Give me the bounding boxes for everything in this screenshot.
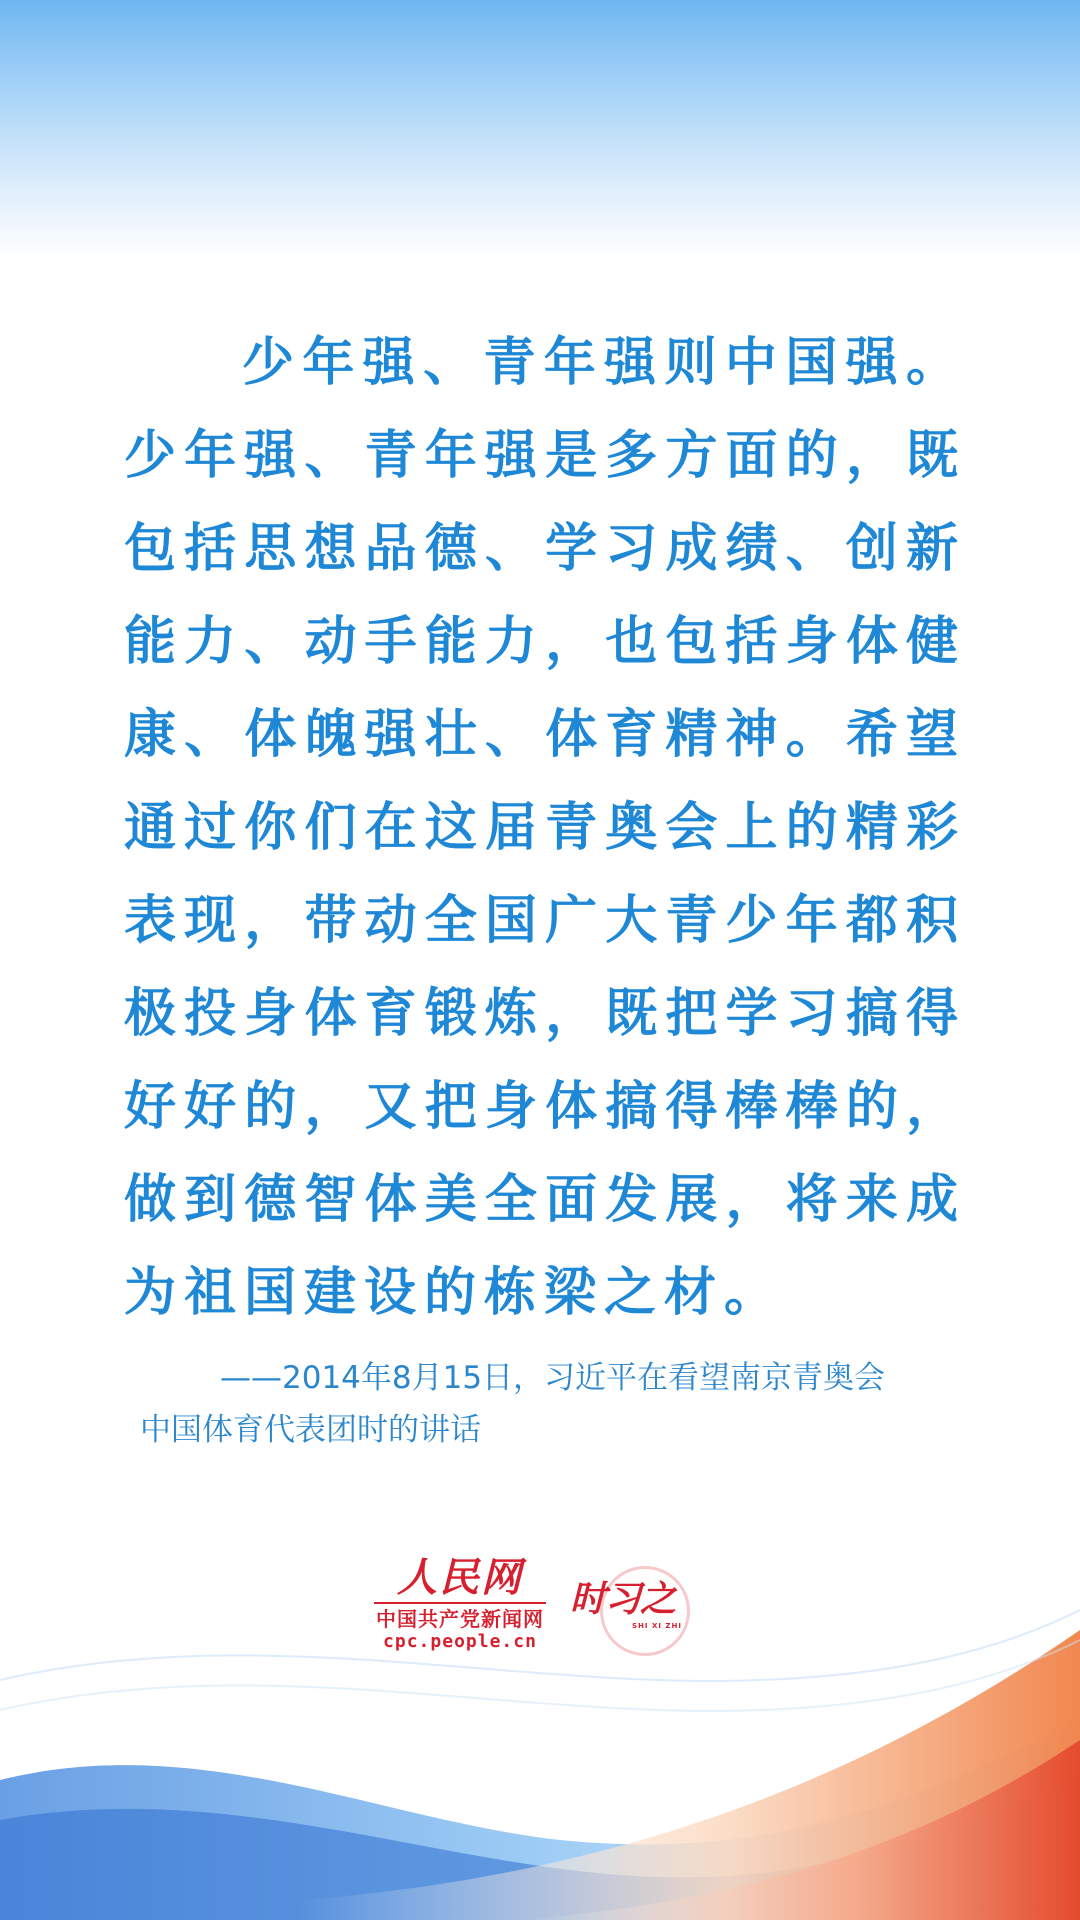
bottom-wave-decoration: [0, 1480, 1080, 1920]
people-daily-divider: [374, 1602, 546, 1604]
shixizhi-text: 时习之: [570, 1579, 676, 1620]
people-daily-url: cpc.people.cn: [383, 1631, 537, 1652]
shixizhi-logo: [570, 1562, 710, 1662]
quote-source: [140, 1352, 960, 1456]
logo-group: [370, 1556, 720, 1666]
wave-graphic: [0, 1480, 1080, 1920]
people-daily-cn-name: 中国共产党新闻网: [376, 1607, 544, 1631]
quote-text: 少年强、青年强则中国强。少年强、青年强是多方面的，既包括思想品德、学习成绩、创新能力、动手能力，也包括身体健康、体魄强壮、体育精神。希望通过你们在这届青奥会上的精彩表现，带动全国广大青少年都积极投身体育锻炼，既把学习搞得好好的，又把身体搞得棒棒的，做到德智体美全面发展，将来成为祖国建设的栋梁之材。: [124, 332, 966, 1323]
source-line-1: ——2014年8月15日，习近平在看望南京青奥会: [220, 1360, 886, 1396]
people-daily-logo: [370, 1556, 550, 1656]
shixizhi-subtext: SHI XI ZHI: [632, 1622, 682, 1630]
people-daily-script: 人民网: [397, 1554, 523, 1601]
top-sky-gradient: [0, 0, 1080, 260]
source-line-2: 中国体育代表团时的讲话: [140, 1412, 481, 1448]
